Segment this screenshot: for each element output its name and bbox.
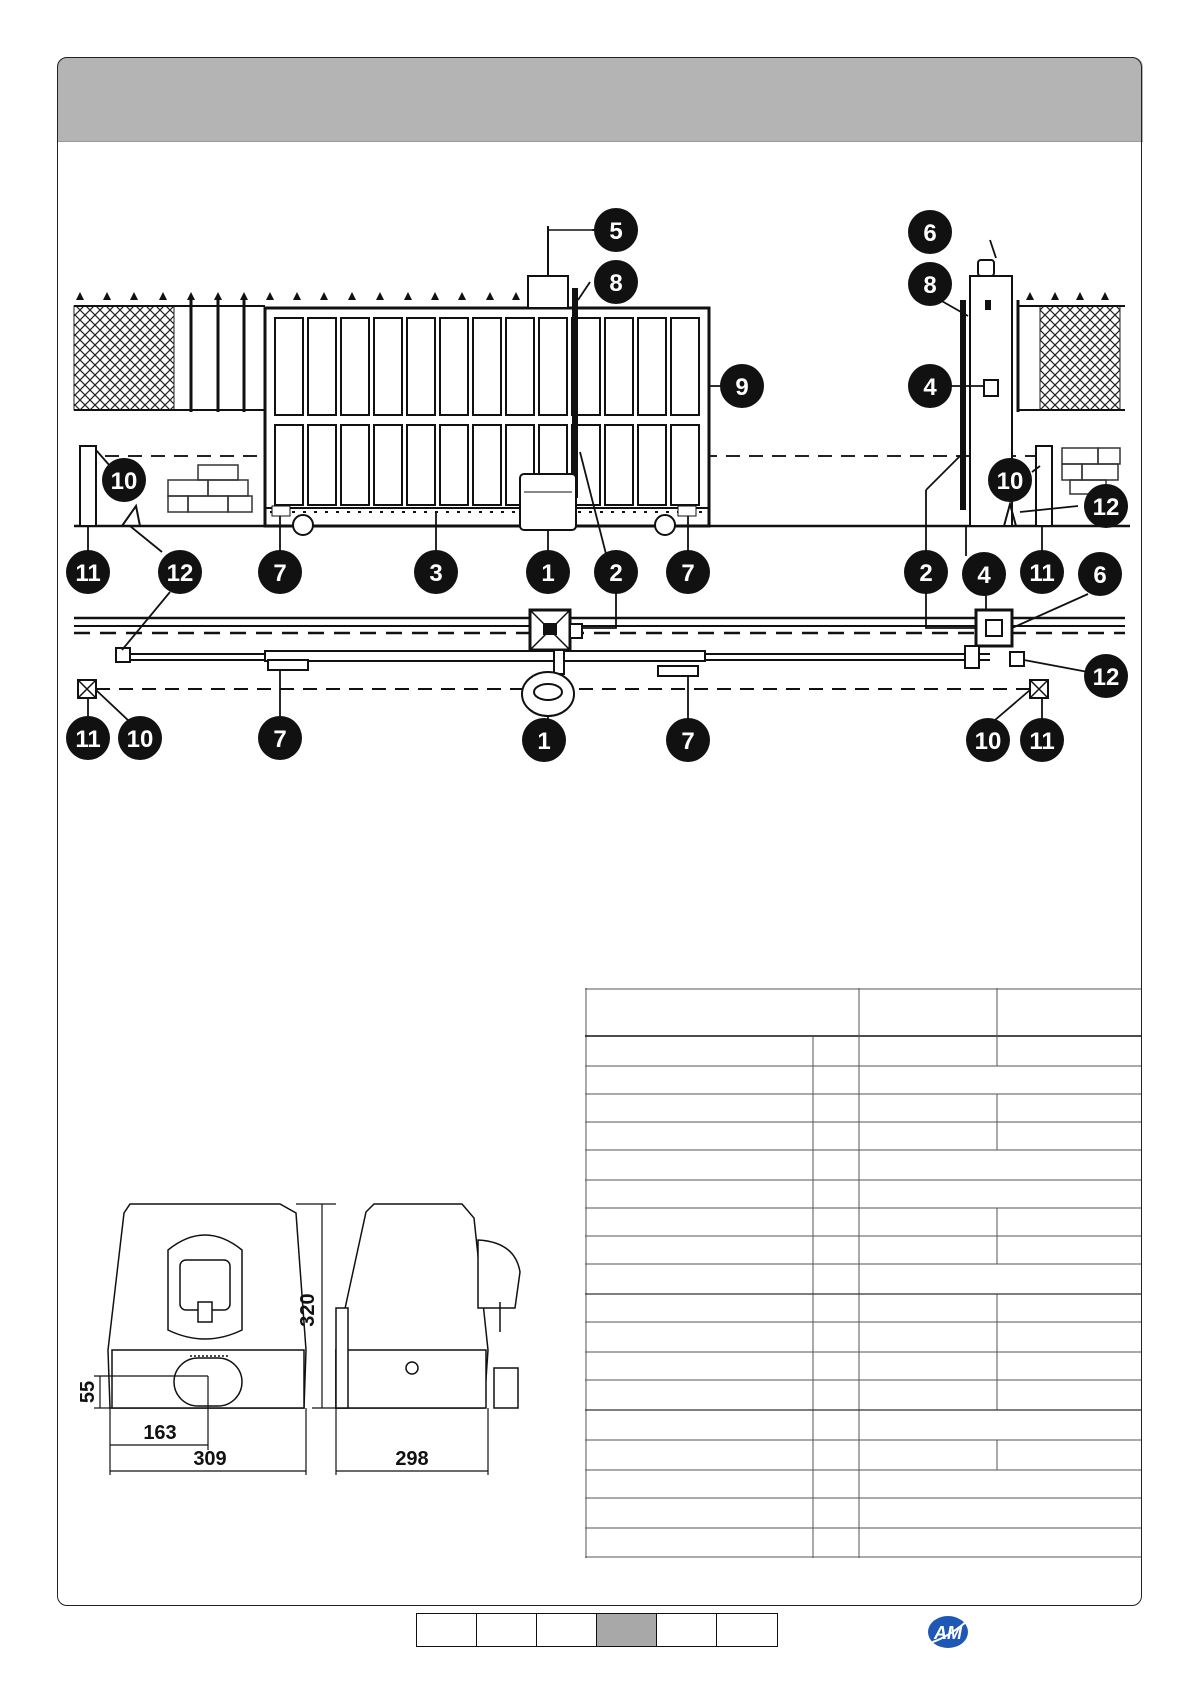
callout-10: 10 [110,468,138,495]
page-tab-4-active[interactable] [597,1614,657,1646]
callout-8: 8 [923,272,937,299]
dimension-298: 298 [395,1448,429,1470]
callout-8: 8 [609,270,623,297]
callout-7: 7 [273,560,287,587]
callout-6: 6 [923,220,937,247]
front-view [108,1204,306,1408]
left-wall-bricks [168,465,252,512]
callout-1: 1 [541,560,555,587]
dimension-55: 55 [77,1380,99,1404]
page-tab-2[interactable] [477,1614,537,1646]
dimension-drawing [70,1190,630,1490]
callout-10: 10 [996,468,1024,495]
callout-11: 11 [1029,560,1055,587]
page-tab-6[interactable] [717,1614,777,1646]
dimension-163: 163 [143,1422,177,1444]
plan-view [74,610,1125,716]
callout-7: 7 [681,728,695,755]
callout-5: 5 [609,218,623,245]
callout-11: 11 [75,560,101,587]
callout-11: 11 [1029,728,1055,755]
page-tab-5[interactable] [657,1614,717,1646]
callout-12: 12 [1092,664,1120,691]
installation-diagram [0,0,1191,790]
side-view [336,1204,520,1408]
page-tab-1[interactable] [417,1614,477,1646]
callout-4: 4 [977,562,991,589]
technical-data-table [585,988,1141,1558]
callout-2: 2 [609,560,623,587]
callout-6: 6 [1093,562,1107,589]
callout-11: 11 [75,726,101,753]
callout-4: 4 [923,374,937,401]
motor-unit [520,474,576,530]
callout-9: 9 [735,374,749,401]
sliding-gate [265,308,709,535]
callout-10: 10 [974,728,1002,755]
callout-2: 2 [919,560,933,587]
callout-12: 12 [1092,494,1120,521]
callout-7: 7 [273,726,287,753]
callout-10: 10 [126,726,154,753]
callout-1: 1 [537,728,551,755]
brand-logo [924,1614,970,1650]
page-navigator [416,1613,778,1647]
dimension-320: 320 [297,1293,319,1327]
page-tab-3[interactable] [537,1614,597,1646]
right-fence [1018,292,1125,412]
callout-12: 12 [166,560,194,587]
brand-logo-text: AM [934,1623,962,1643]
dimension-309: 309 [193,1448,227,1470]
callout-7: 7 [681,560,695,587]
callout-3: 3 [429,560,443,587]
